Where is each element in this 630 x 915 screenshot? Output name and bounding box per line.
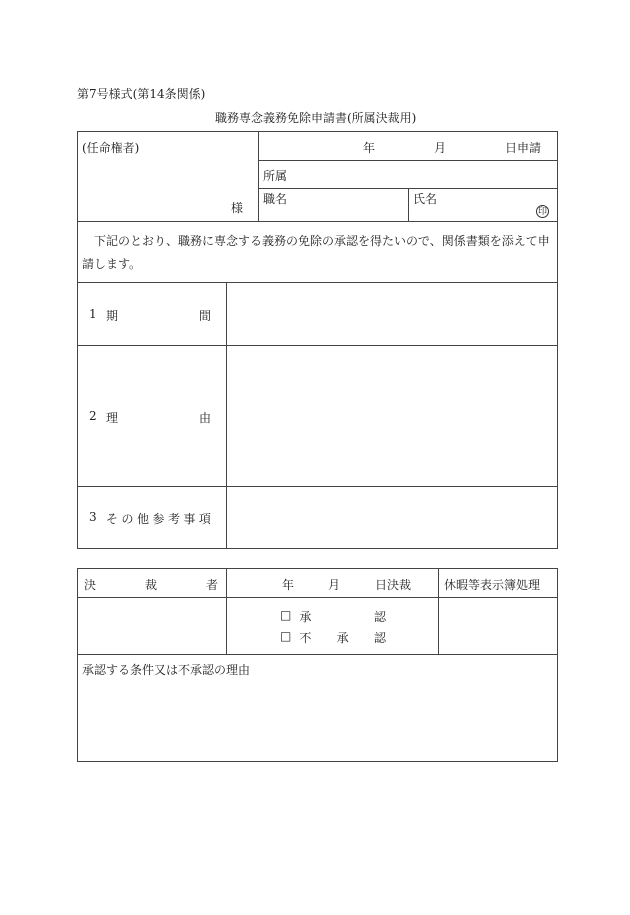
request-statement: 下記のとおり、職務に専念する義務の免除の承認を得たいので、関係書類を添えて申請します。	[82, 234, 550, 271]
item-other-value[interactable]	[232, 510, 552, 530]
reject-option[interactable]: □ 不 承 認	[280, 629, 386, 645]
form-number: 第7号様式(第14条関係)	[77, 87, 206, 101]
item-number: 2	[89, 409, 97, 423]
item-period-label: 1 期 間	[89, 307, 211, 323]
name-field[interactable]: 氏名	[413, 192, 438, 206]
decision-date-month: 月	[328, 578, 341, 592]
leave-record-label: 休暇等表示簿処理	[444, 578, 541, 592]
item-reason-label: 2 理 由	[89, 409, 211, 425]
reject-checkbox[interactable]: □	[280, 629, 292, 643]
application-date-day: 日申請	[505, 141, 542, 155]
position-field[interactable]: 職名	[263, 192, 288, 206]
honorific-label: 様	[231, 201, 244, 215]
approve-checkbox[interactable]: □	[280, 608, 292, 622]
approver-label: 決 裁 者	[84, 578, 218, 592]
seal-mark: 印	[537, 207, 547, 217]
form-title: 職務専念義務免除申請書(所属決裁用)	[215, 111, 417, 125]
application-date-month: 月	[434, 141, 447, 155]
item-number: 1	[89, 307, 97, 321]
item-number: 3	[89, 510, 97, 524]
item-reason-value[interactable]	[232, 409, 552, 429]
item-period-value[interactable]	[232, 307, 552, 327]
approve-option[interactable]: □ 承 認	[280, 608, 386, 624]
decision-date-day: 日決裁	[375, 578, 412, 592]
appointer-label: (任命権者)	[82, 141, 140, 155]
item-other-label: 3 そ の 他 参 考 事 項	[89, 510, 211, 526]
decision-date-year: 年	[282, 578, 295, 592]
affiliation-field[interactable]: 所属	[263, 169, 288, 183]
application-date-year: 年	[363, 141, 376, 155]
conditions-label: 承認する条件又は不承認の理由	[82, 663, 251, 677]
